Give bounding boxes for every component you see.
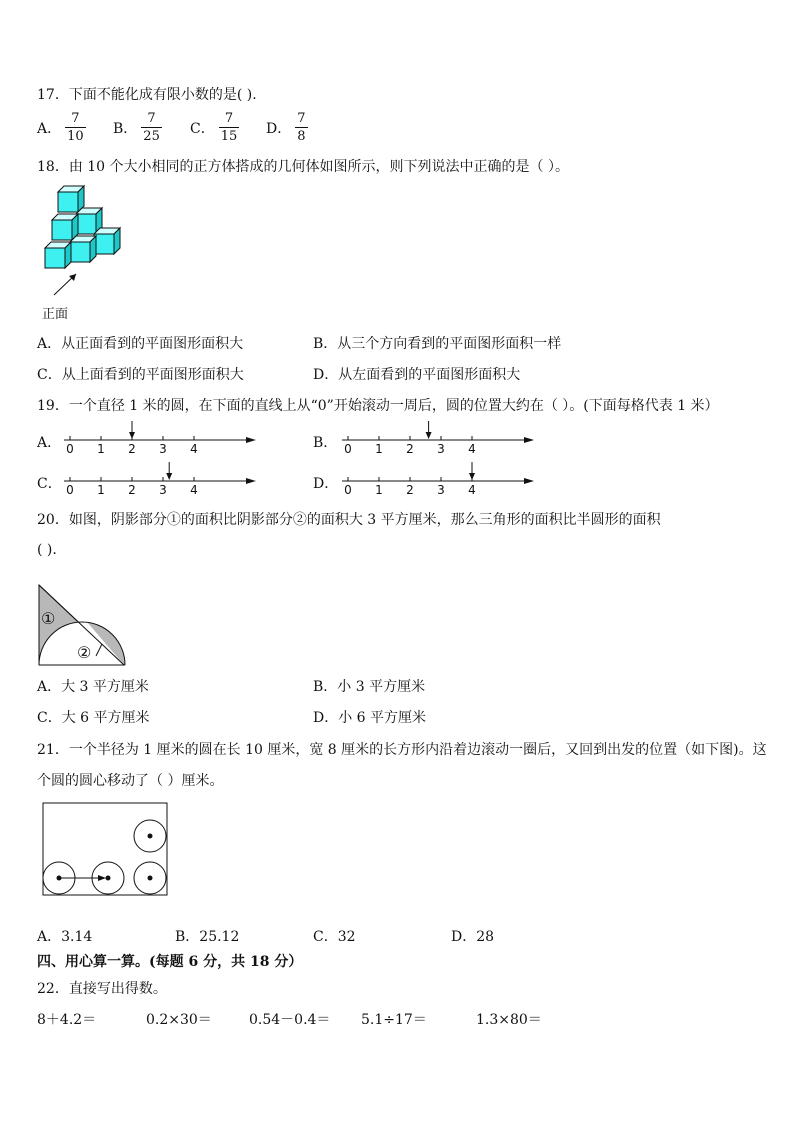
q21-stem-line2: 个圆的圆心移动了（ ）厘米。 xyxy=(37,773,224,789)
rectangle xyxy=(43,803,167,895)
tick-label: 0 xyxy=(344,442,352,456)
option-letter: A． xyxy=(37,120,62,137)
tick-label: 0 xyxy=(66,442,74,456)
tick-label: 2 xyxy=(128,483,136,497)
number-line-a xyxy=(62,418,262,456)
tick-label: 1 xyxy=(97,483,105,497)
q19-option-d-letter[interactable]: D． xyxy=(313,476,339,492)
axis-arrow-icon xyxy=(524,437,534,443)
q20-stem-line2: ( ). xyxy=(37,542,57,558)
q18-option-d[interactable]: D．从左面看到的平面图形面积大 xyxy=(313,367,521,383)
rectangle-circles-figure xyxy=(40,800,170,898)
q18-option-b[interactable]: B．从三个方向看到的平面图形面积一样 xyxy=(313,336,562,352)
tick-label: 2 xyxy=(406,442,414,456)
region-2-label: ② xyxy=(77,643,92,662)
number-line-d xyxy=(340,459,540,497)
tick-label: 0 xyxy=(66,483,74,497)
q20-option-a[interactable]: A．大 3 平方厘米 xyxy=(37,679,149,695)
q19-stem: 19．一个直径 1 米的圆，在下面的直线上从“0”开始滚动一周后，圆的位置大约在（ ）。(下面每格代表 1 米） xyxy=(37,398,719,414)
q22-item-4: 5.1÷17＝ xyxy=(361,1012,427,1028)
fraction: $\frac{7}{15}$ xyxy=(220,111,238,144)
q21-option-a[interactable]: A．3.14 xyxy=(37,929,93,945)
q22-item-2: 0.2×30＝ xyxy=(146,1012,212,1028)
q17-option-a[interactable] xyxy=(37,112,86,143)
tick-label: 4 xyxy=(190,483,198,497)
q22-item-3: 0.54－0.4＝ xyxy=(249,1012,331,1028)
q18-option-a[interactable]: A．从正面看到的平面图形面积大 xyxy=(37,336,244,352)
option-letter: D． xyxy=(266,120,292,137)
tick-label: 1 xyxy=(97,442,105,456)
q18-stem: 18．由 10 个大小相同的正方体搭成的几何体如图所示，则下列说法中正确的是（ ）。 xyxy=(37,159,569,175)
tick-label: 2 xyxy=(406,483,414,497)
option-letter: C． xyxy=(190,120,215,137)
region-1-label: ① xyxy=(41,609,56,628)
q19-option-c-letter[interactable]: C． xyxy=(37,476,62,492)
fraction: $\frac{7}{8}$ xyxy=(297,111,306,144)
q22-item-5: 1.3×80＝ xyxy=(476,1012,542,1028)
q19-option-b-letter[interactable]: B． xyxy=(313,435,338,451)
option-letter: B． xyxy=(113,120,138,137)
q20-option-d[interactable]: D．小 6 平方厘米 xyxy=(313,710,427,726)
axis-arrow-icon xyxy=(246,478,256,484)
q17-option-b[interactable] xyxy=(113,112,162,143)
tick-label: 0 xyxy=(344,483,352,497)
position-arrow-icon xyxy=(426,432,432,439)
q22-stem: 22．直接写出得数。 xyxy=(37,981,167,997)
section-4-title: 四、用心算一算。(每题 6 分，共 18 分） xyxy=(37,954,303,970)
q18-option-c[interactable]: C．从上面看到的平面图形面积大 xyxy=(37,367,244,383)
tick-label: 4 xyxy=(468,442,476,456)
axis-arrow-icon xyxy=(246,437,256,443)
q20-option-c[interactable]: C．大 6 平方厘米 xyxy=(37,710,150,726)
fraction: $\frac{7}{10}$ xyxy=(67,111,84,144)
front-label: 正面 xyxy=(42,307,69,322)
axis-arrow-icon xyxy=(524,478,534,484)
tick-label: 4 xyxy=(190,442,198,456)
arrow-head-icon xyxy=(98,875,106,881)
tick-label: 4 xyxy=(468,483,476,497)
fraction: $\frac{7}{25}$ xyxy=(143,111,160,144)
q22-item-1: 8＋4.2＝ xyxy=(37,1012,97,1028)
number-line-b xyxy=(340,418,540,456)
q21-option-c[interactable]: C．32 xyxy=(313,929,356,945)
tick-label: 3 xyxy=(159,483,167,497)
cube-stack-figure xyxy=(40,180,130,298)
q17-stem: 17．下面不能化成有限小数的是( ). xyxy=(37,87,257,103)
q17-option-d[interactable] xyxy=(266,112,308,143)
tick-label: 1 xyxy=(375,483,383,497)
position-arrow-icon xyxy=(469,473,475,480)
position-arrow-icon xyxy=(166,473,172,480)
number-line-c xyxy=(62,459,262,497)
tick-label: 2 xyxy=(128,442,136,456)
position-arrow-icon xyxy=(129,432,135,439)
q20-stem-line1: 20．如图，阴影部分①的面积比阴影部分②的面积大 3 平方厘米，那么三角形的面积比半圆形的面积 xyxy=(37,512,661,528)
q21-option-b[interactable]: B．25.12 xyxy=(175,929,240,945)
q17-option-c[interactable] xyxy=(190,112,239,143)
tick-label: 3 xyxy=(437,483,445,497)
q21-option-d[interactable]: D．28 xyxy=(451,929,495,945)
q20-option-b[interactable]: B．小 3 平方厘米 xyxy=(313,679,426,695)
q19-option-a-letter[interactable]: A． xyxy=(37,435,62,451)
tick-label: 3 xyxy=(159,442,167,456)
q21-stem-line1: 21．一个半径为 1 厘米的圆在长 10 厘米，宽 8 厘米的长方形内沿着边滚动一圈后，又回到出发的位置（如下图)。这 xyxy=(37,742,767,758)
tick-label: 1 xyxy=(375,442,383,456)
tick-label: 3 xyxy=(437,442,445,456)
